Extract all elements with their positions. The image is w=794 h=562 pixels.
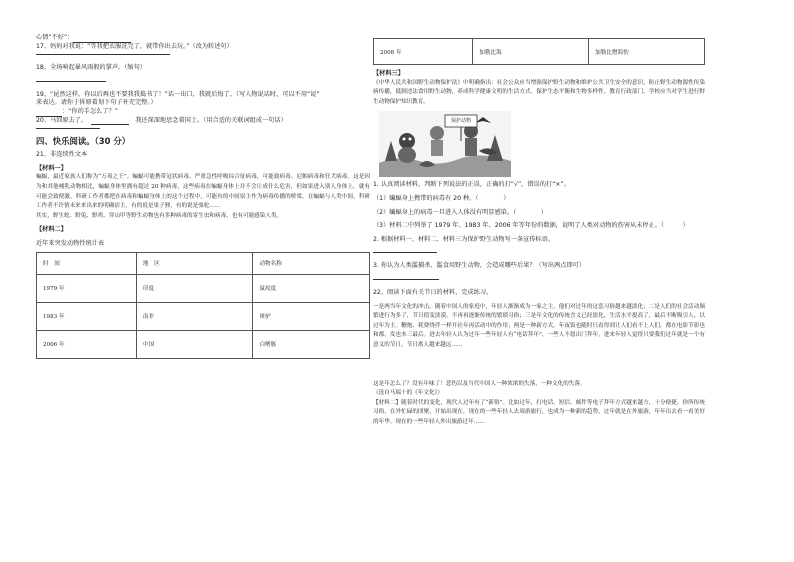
answer-blank[interactable] [91,118,129,125]
answer-blank[interactable] [73,36,131,43]
question-1-item-1: （1）蝙蝠身上携带的病毒有 20 种。（ ） [373,194,510,202]
right-column [373,38,705,428]
question-19-line3: ：“你的手怎么了？” [36,108,370,117]
q16-tail: 心情“不好”： [36,34,370,43]
section-4-title: 四、快乐阅读。（30 分） [36,136,131,147]
extinct-animals-table-continued [373,38,705,65]
answer-line[interactable] [36,128,100,129]
table-cell: 1979 年 [37,274,137,302]
table-row [37,302,370,330]
protect-animals-illustration [379,111,511,177]
question-20: 20、马回原去了。 我还深深地思念着国土。（用合适的关联词组成一句话） [36,116,287,124]
table-cell: 2008 年 [374,39,473,65]
answer-line[interactable] [373,252,437,253]
table-caption: 近年来突发动物性统计表 [36,239,105,247]
question-1-item-2: （2）蝙蝠身上的病毒一旦进入人体没有明显感染。（ ） [373,208,548,216]
question-19-line2: 来表达。请你于拆原着划下句子补充完整。） [36,99,157,107]
material-3-paragraph: 《中华人民共和国野生动物保护法》中明确指出：社会公众应当增强保护野生动物和维护公共卫生安全的意识，防止野生动物源性传染病传播，抵制违法食用野生动物，养成科学健康文明的生活方式。保护生态平衡和生物多样性。教育行政部门、学校应当对学生进行野生动物保护知识教育。 [373,79,705,105]
table-header-cell: 时 间 [37,252,137,274]
question-21-title: 21、非连续性文本 [36,151,88,159]
table-row [37,330,370,358]
table-cell: 加勒比海 [473,39,589,65]
question-1-item-3: （3）材料二中列举了 1979 年、1983 年、2006 年等年份的数据，说明了人类对动物的伤害从未停止。（ ） [373,222,689,230]
answer-blank[interactable] [36,110,62,117]
table-cell: 印度 [136,274,253,302]
answer-line[interactable] [373,279,439,280]
table-header-row [37,252,370,274]
festival-material-2-paragraph: 【材料二】随着时代的变化，现代人过年有了“新俗”。比如过年，打电话、短信、邮件等电子拜年方式越来越方，十分便捷。你所传统习俗，在外忙碌的团聚，开始出现在，现在的一些年轻人去周游旅行，也成为一种新的趋势，过年就是在外旅游，年年出去看一看美好的年华。现在的一些年轻人外出旅游过年…… [373,399,705,425]
material-2-title: 【材料二】 [36,226,67,234]
table-header-cell: 地 区 [136,252,253,274]
table-cell: 加勒比僧海豹 [589,39,705,65]
table-cell: 中国 [136,330,253,358]
festival-material-paragraph: 一是两当年文化的冲击。随着中国人的家庭中，年轻人渐渐成为一家之主，他们对过年的这套习俗越来越淡化；二是人们的社会活动频繁进行为多了，节日值变淡漠，不再再逐渐传统的繁琐习俗；三是年文化的传统含义已经淡化，生活水平提高了，最后不断吸引人。以过年为主。鞭炮、耗费绕伴一样开社年再活动中的作用；两是一种新方式，年夜饭也随时只看得到让人们看不上人们，都在电影节影也和都。发也本三最后。进去年轻人认为过年一些年轻人有“电话拜年”，一些人不愿出门拜年，进来年轻人觉得只要我们过年就是一个有意义的节日，节日离人越来越远…… [373,303,705,348]
festival-material-source: （选自马瑞十的《年文化》） [373,390,443,397]
material-1-paragraph-2: 其实，野生蛇、野兔、野鸡、穿山甲等野生动物也有多种病毒的寄生虫和病毒，也有可能感染人类。 [36,212,283,219]
table-cell: 鼠疫度 [253,274,370,302]
question-22: 22、阅读下面有关节日的材料，完成练习。 [373,288,493,296]
table-row [374,39,705,65]
illustration-sign-text: 保护动物 [450,118,471,125]
festival-material-conclusion: 这是年怎么了？没有年味了！悲伤以及当代中国人一种浓浓的失落，一种文化的失落。 [373,380,586,387]
table-cell: 1983 年 [37,302,137,330]
material-1-title: 【材料一】 [36,164,67,172]
question-2: 2. 根据材料一、材料二、材料三为保护野生动物写一条宣传标语。 [373,235,555,243]
question-19-line1: 19、“昆然这样，你以后再也不要我我捣书了！”话一出口，我就后悔了。（写人物说话时，可以不用“说” [36,90,320,98]
material-1-paragraph: 蝙蝠，最近家族人们称为“万毒之王”。蝙蝠可能携带冠状病毒、严重急性呼吸综合征病毒，可能致病毒、尼帕病毒和狂犬病毒。这是因为和其他哺乳动物相比，蝙蝠身体里拥有超过 20 种病毒，这些病毒在蝙蝠身体上并不会让成什么危害，但如果进入别人身体上，就有可能会致便激。科研工作者都把在病毒和蝙蝠身体上的这个过程中，可能有的中间宿主作为病毒传播的桥梁。在蝙蝠与人类中间，科研工作者不许情未来来出来的明确宿主，有的说是果子狸，有的说是骆驼…… [36,174,370,210]
question-1: 1. 认真阅读材料，判断下列说法的正误，正确的打“√”，错误的打“×”。 [373,181,570,189]
table-cell: 南非 [136,302,253,330]
extinct-animals-table [36,252,370,359]
table-cell: 斑驴 [253,302,370,330]
material-3-title: 【材料三】 [373,70,404,77]
answer-line[interactable] [36,54,170,55]
table-header-cell: 动物名称 [253,252,370,274]
table-row [37,274,370,302]
question-17: 17、妈妈对我说：“等我把衣服洗完了，就带你出去玩。”（改为转述句） [36,42,233,50]
question-18: 18、全场响起暴风雨般的掌声。（缩句） [36,64,146,72]
table-cell: 白鳍豚 [253,330,370,358]
table-cell: 2006 年 [37,330,137,358]
left-column [36,34,370,359]
question-3: 3. 你认为人类滥捕杀、滥食用野生动物，会造成哪些后果？（写出两点即可） [373,262,586,270]
answer-line[interactable] [36,81,106,82]
